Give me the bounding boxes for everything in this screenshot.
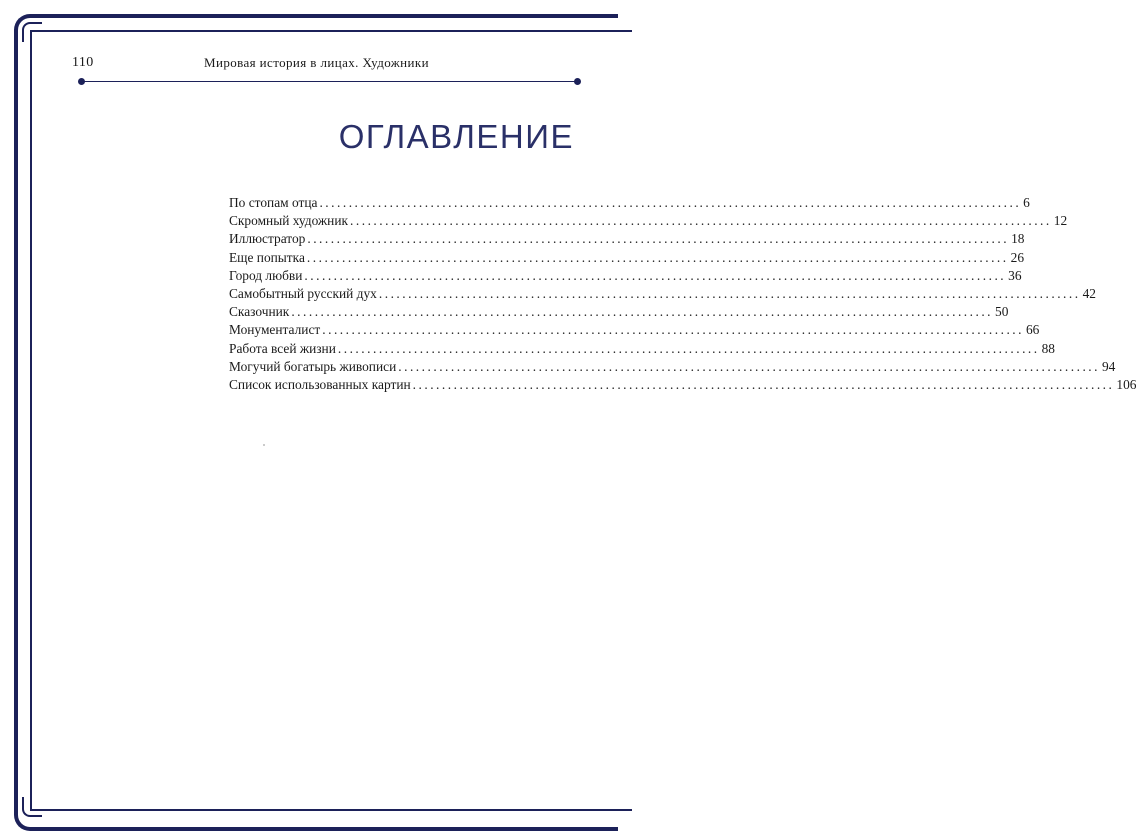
toc-leader-dots: ........................................................................................................................ <box>412 377 1115 393</box>
toc-entry-page: 88 <box>1041 340 1055 356</box>
toc-leader-dots: ........................................................................................................................ <box>337 340 1040 356</box>
toc-entry-page: 18 <box>1011 231 1025 247</box>
header-rule <box>82 81 578 82</box>
toc-entry-page: 42 <box>1082 286 1096 302</box>
toc-entry-page: 6 <box>1023 195 1030 210</box>
toc-entry-title: Монументалист <box>229 322 321 338</box>
page-number: 110 <box>72 55 94 70</box>
toc-leader-dots: ........................................................................................................................ <box>307 231 1010 247</box>
toc-entry-title: Скромный художник <box>229 213 349 229</box>
toc-entry <box>229 376 1136 394</box>
toc-title: ОГЛАВЛЕНИЕ <box>338 118 574 155</box>
toc-entry <box>229 303 1009 321</box>
toc-entry-title: Работа всей жизни <box>229 340 336 356</box>
toc-entry-title: Список использованных картин <box>229 377 411 393</box>
toc-leader-dots: ........................................................................................................................ <box>319 195 1022 210</box>
toc-entry-title: Могучий богатырь живописи <box>229 358 397 374</box>
toc-entry-page: 106 <box>1116 377 1136 393</box>
toc-leader-dots: ........................................................................................................................ <box>398 358 1100 374</box>
toc-entry <box>229 230 1025 248</box>
toc-entry-page: 36 <box>1008 267 1022 283</box>
toc-entry-title: По стопам отца <box>229 195 318 210</box>
header-rule-dot-left <box>78 78 85 85</box>
toc-leader-dots: ........................................................................................................................ <box>350 213 1052 229</box>
frame-corner-top <box>22 22 42 42</box>
toc-entry <box>229 267 1022 285</box>
page-header <box>72 55 600 77</box>
toc-leader-dots: ........................................................................................................................ <box>322 322 1024 338</box>
toc-leader-dots: ........................................................................................................................ <box>378 286 1081 302</box>
toc-leader-dots: ........................................................................................................................ <box>304 267 1007 283</box>
toc-entry-title: Сказочник <box>229 304 290 320</box>
header-rule-dot-right <box>574 78 581 85</box>
toc-entry <box>229 212 1068 230</box>
toc-entry-title: Еще попытка <box>229 249 305 265</box>
toc-entry <box>229 358 1116 376</box>
running-title: Мировая история в лицах. Художники <box>204 55 429 70</box>
toc-entry-page: 66 <box>1025 322 1040 338</box>
frame-corner-bottom <box>22 797 42 817</box>
toc-entry-title: Самобытный русский дух <box>229 286 377 302</box>
toc-entry-page: 94 <box>1101 358 1116 374</box>
table-of-contents <box>229 194 1136 394</box>
paper-speck <box>263 444 265 446</box>
toc-entry <box>229 285 1096 303</box>
toc-entry <box>229 249 1025 267</box>
toc-entry-page: 50 <box>995 304 1009 320</box>
toc-entry-title: Город любви <box>229 267 303 283</box>
toc-entry <box>229 340 1055 358</box>
toc-leader-dots: ........................................................................................................................ <box>306 249 1009 265</box>
toc-entry-page: 26 <box>1010 249 1025 265</box>
toc-entry <box>229 321 1040 339</box>
toc-entry <box>229 194 1030 212</box>
toc-entry-page: 12 <box>1053 213 1068 229</box>
toc-entry-title: Иллюстратор <box>229 231 306 247</box>
toc-leader-dots: ........................................................................................................................ <box>291 304 994 320</box>
